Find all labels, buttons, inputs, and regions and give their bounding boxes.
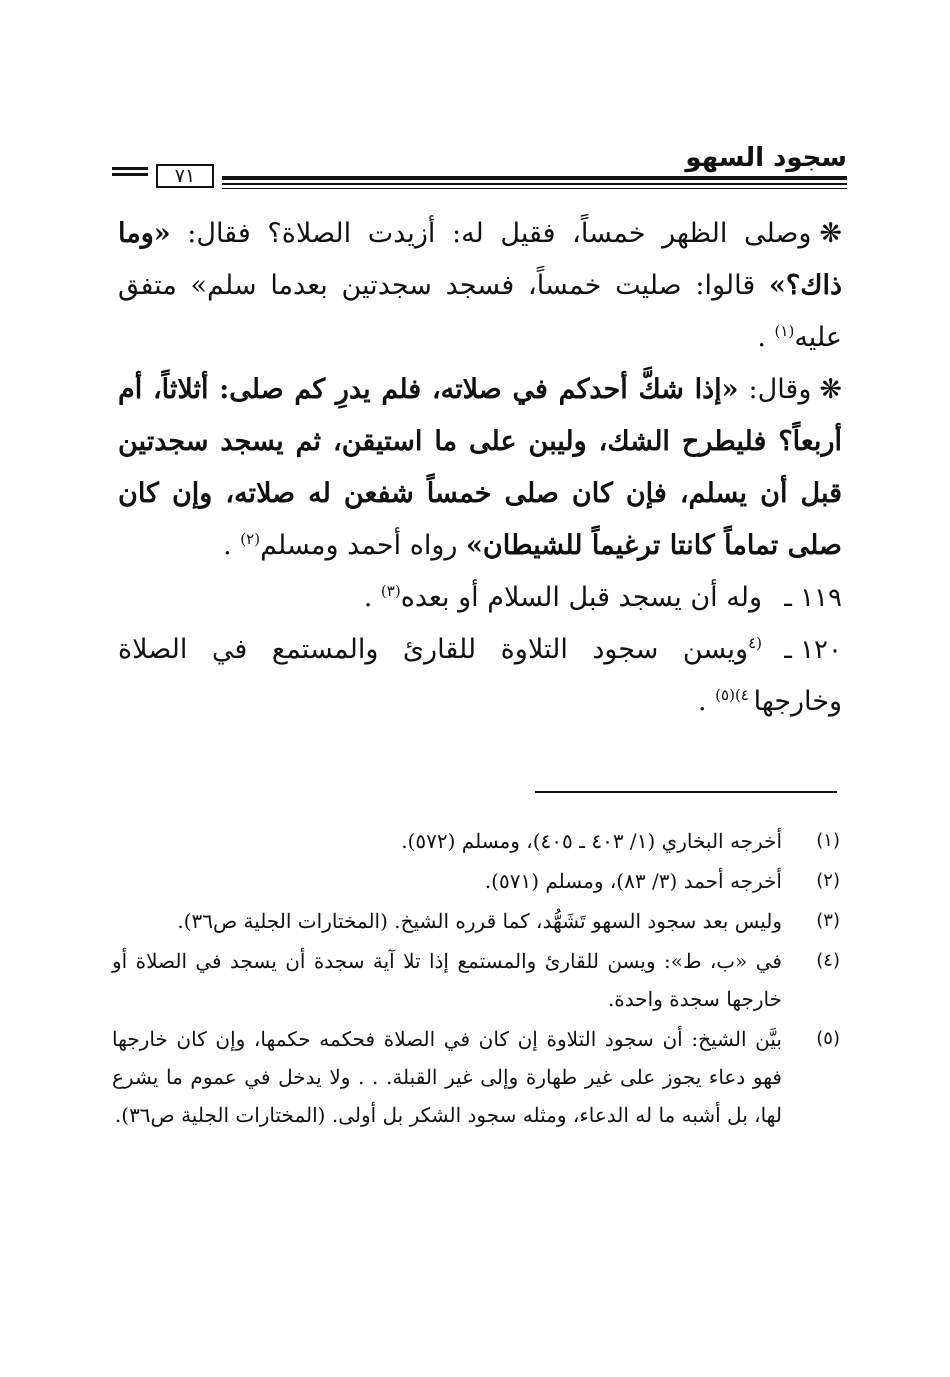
footnote-text: بيَّن الشيخ: أن سجود التلاوة إن كان في الصلاة فحكمه حكمها، وإن كان خارجها فهو دعاء يجوز على غير طهارة وإلى غير القبلة. . . ولا يدخل في عموم ما يشرع لها، بل أشبه ما له الدعاء، ومثله سجود الشكر بل أولى. (المختارات الجلية ص٣٦). — [112, 1027, 782, 1127]
chapter-title: سجود السهو — [685, 143, 847, 173]
paragraph-hadith-1: ❋وصلى الظهر خمساً، فقيل له: أزيدت الصلاة؟ فقال: «وما ذاك؟» قالوا: صليت خمساً، فسجد سجدتين بعدما سلم» متفق عليه$^{(١)}$ . — [118, 218, 842, 353]
page-number: ٧١ — [156, 164, 214, 188]
header-rule-thick — [222, 176, 847, 180]
asterisk-bullet-icon: ❋ — [819, 374, 842, 405]
footnote-text: أخرجه البخاري (١/ ٤٠٣ ـ ٤٠٥)، ومسلم (٥٧٢). — [401, 829, 782, 853]
footnote-3 — [112, 902, 840, 940]
footnote-ref-4-close: ٤) — [734, 686, 754, 704]
footnote-number: (٥) — [816, 1028, 840, 1049]
footnote-text: في «ب، ط»: ويسن للقارئ والمستمع إذا تلا آية سجدة أن يسجد في الصلاة أو خارجها سجدة واحدة. — [112, 949, 782, 1011]
footnote-number: (٢) — [816, 870, 840, 891]
footnote-text: وليس بعد سجود السهو تَشَهُّد، كما قرره الشيخ. (المختارات الجلية ص٣٦). — [177, 909, 782, 933]
header-ornament — [112, 167, 148, 179]
footnote-number: (١) — [816, 830, 840, 851]
footnote-2 — [112, 862, 840, 900]
page-header — [112, 140, 847, 196]
item-119: ١١٩ ـوله أن يسجد قبل السلام أو بعده$^{(٣)}$ . — [118, 572, 842, 624]
item-120: ١٢٠ ـ$^{(٤}$ويسن سجود التلاوة للقارئ والمستمع في الصلاة وخارجها $^{٤)(٥)}$ . — [118, 624, 842, 728]
footnote-ref-4-open[interactable]: (٤ — [748, 634, 762, 652]
asterisk-bullet-icon: ❋ — [819, 218, 842, 249]
footnote-text: أخرجه أحمد (٣/ ٨٣)، ومسلم (٥٧١). — [484, 869, 782, 893]
footnote-separator — [535, 791, 837, 793]
footnote-5 — [112, 1020, 840, 1134]
footnote-ref-2[interactable]: (٢) — [240, 530, 261, 548]
header-rule-thin — [222, 188, 847, 189]
footnotes — [112, 822, 840, 1136]
item-number: ١٢٠ ـ — [784, 635, 842, 665]
footnote-4 — [112, 942, 840, 1018]
footnote-1 — [112, 822, 840, 860]
footnote-ref-3[interactable]: (٣) — [380, 582, 401, 600]
footnote-ref-1[interactable]: (١) — [774, 322, 795, 340]
item-number: ١١٩ ـ — [784, 583, 842, 613]
footnote-ref-5[interactable]: (٥) — [715, 686, 735, 704]
header-rule-middle — [222, 183, 847, 185]
footnote-number: (٣) — [816, 910, 840, 931]
paragraph-hadith-2: ❋وقال: «إذا شكَّ أحدكم في صلاته، فلم يدرِ كم صلى: أثلاثاً، أم أربعاً؟ فليطرح الشك، وليبن على ما استيقن، ثم يسجد سجدتين قبل أن يسلم، فإن كان صلى خمساً شفعن له صلاته، وإن كان صلى تماماً كانتا ترغيماً للشيطان» رواه أحمد ومسلم$^{(٢)}$ . — [118, 374, 842, 561]
main-text — [118, 208, 842, 728]
footnote-number: (٤) — [816, 950, 840, 971]
